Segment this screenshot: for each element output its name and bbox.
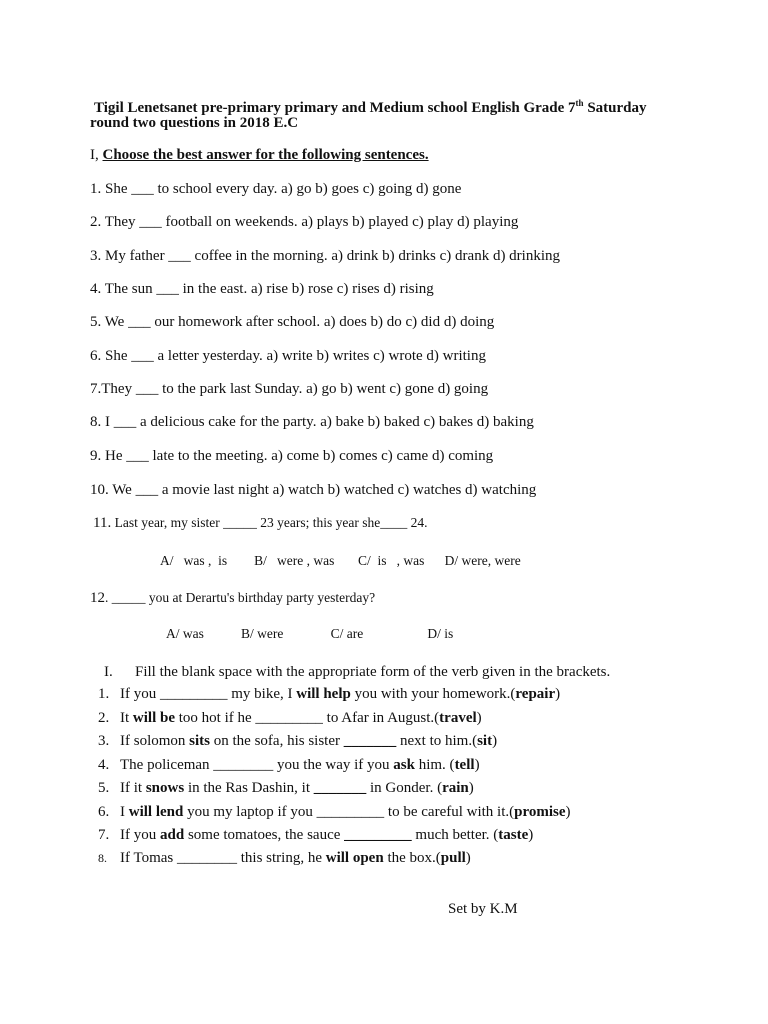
fill-item-number: 2.: [98, 710, 110, 726]
fill-item-text: ): [528, 827, 534, 843]
fill-item-text: If you _________ my bike, I: [120, 686, 297, 702]
question-12-text: . _____ you at Derartu's birthday party yesterday?: [105, 590, 376, 605]
fill-item-text: on the sofa, his sister: [210, 733, 344, 749]
fill-item-bold-text: snows: [145, 780, 185, 796]
fill-item-text: some tomatoes, the sauce: [184, 827, 345, 843]
fill-item-2: [98, 710, 482, 727]
fill-item-6: [98, 804, 571, 821]
fill-item-number: 4.: [98, 757, 110, 773]
question-11-number: 11.: [93, 515, 112, 531]
fill-item-bold-text: will help: [296, 686, 351, 702]
fill-item-bold-text: will open: [325, 850, 384, 866]
question-7: 7.They ___ to the park last Sunday. a) go b) went c) gone d) going: [90, 381, 489, 397]
question-12-options: A/ was B/ were C/ are D/ is: [166, 626, 454, 641]
fill-item-bold-text: _______: [313, 780, 367, 796]
fill-item-number: 6.: [98, 804, 110, 820]
question-12-number: 12: [90, 590, 105, 606]
fill-item-text: too hot if he _________ to Afar in August.(: [175, 710, 440, 726]
question-11-options: A/ was , is B/ were , was C/ is , was D/ were, were: [160, 553, 521, 568]
fill-item-text: If it: [120, 780, 146, 796]
fill-item-text: in Gonder. (: [366, 780, 443, 796]
fill-item-number: 5.: [98, 780, 110, 796]
question-11-text: Last year, my sister _____ 23 years; this year she____ 24.: [111, 515, 428, 530]
author-credit: Set by K.M: [448, 901, 518, 917]
fill-item-4: [98, 757, 480, 774]
question-5: 5. We ___ our homework after school. a) does b) do c) did d) doing: [90, 314, 495, 330]
section-1-instruction: Choose the best answer for the following sentences.: [102, 147, 429, 163]
fill-item-bold-text: travel: [439, 710, 477, 726]
question-9: 9. He ___ late to the meeting. a) come b) comes c) came d) coming: [90, 448, 494, 464]
fill-item-bold-text: promise: [514, 804, 566, 820]
question-4: 4. The sun ___ in the east. a) rise b) rose c) rises d) rising: [90, 281, 434, 297]
fill-item-text: ): [476, 710, 482, 726]
fill-item-text: you with your homework.(: [350, 686, 516, 702]
question-2: 2. They ___ football on weekends. a) plays b) played c) play d) playing: [90, 214, 519, 230]
fill-item-number: 7.: [98, 827, 110, 843]
fill-item-text: ): [465, 850, 471, 866]
fill-item-bold-text: _________: [344, 827, 412, 843]
question-10: 10. We ___ a movie last night a) watch b) watched c) watches d) watching: [90, 482, 537, 498]
fill-item-1: [98, 686, 560, 703]
fill-item-text: next to him.(: [396, 733, 478, 749]
question-6: 6. She ___ a letter yesterday. a) write b) writes c) wrote d) writing: [90, 348, 486, 364]
fill-item-text: ): [492, 733, 498, 749]
fill-item-text: It: [120, 710, 133, 726]
fill-item-bold-text: _______: [343, 733, 397, 749]
fill-item-7: [98, 827, 533, 844]
question-12: [90, 590, 375, 607]
fill-item-8: [98, 850, 471, 867]
section-2-heading: [104, 664, 610, 681]
fill-item-text: The policeman ________ you the way if you: [120, 757, 394, 773]
fill-item-bold-text: sit: [477, 733, 493, 749]
section-1-heading: [90, 147, 429, 164]
fill-item-text: I: [120, 804, 129, 820]
fill-item-bold-text: rain: [442, 780, 469, 796]
fill-item-number: 3.: [98, 733, 110, 749]
title-text: Tigil Lenetsanet pre-primary primary and Medium school English Grade 7: [94, 100, 576, 116]
question-11: [93, 515, 427, 532]
fill-item-bold-text: taste: [498, 827, 529, 843]
fill-item-text: you my laptop if you _________ to be careful with it.(: [183, 804, 515, 820]
fill-item-text: ): [555, 686, 561, 702]
fill-item-text: the box.(: [383, 850, 441, 866]
title-superscript: th: [575, 98, 584, 108]
fill-item-bold-text: will lend: [128, 804, 184, 820]
fill-item-5: [98, 780, 474, 797]
fill-item-number: 1.: [98, 686, 110, 702]
fill-item-text: ): [468, 780, 474, 796]
question-8: 8. I ___ a delicious cake for the party. a) bake b) baked c) bakes d) baking: [90, 414, 534, 430]
section-2-roman: I.: [104, 664, 113, 680]
fill-item-text: much better. (: [411, 827, 499, 843]
fill-item-3: [98, 733, 497, 750]
fill-item-text: ): [565, 804, 571, 820]
fill-item-bold-text: will be: [132, 710, 176, 726]
fill-item-bold-text: repair: [515, 686, 556, 702]
title-text-end: Saturday: [583, 100, 647, 116]
fill-item-bold-text: sits: [189, 733, 211, 749]
fill-item-text: If Tomas ________ this string, he: [120, 850, 326, 866]
section-1-roman: I,: [90, 147, 103, 163]
fill-item-bold-text: add: [160, 827, 185, 843]
question-1: 1. She ___ to school every day. a) go b) goes c) going d) gone: [90, 181, 462, 197]
fill-item-bold-text: ask: [393, 757, 415, 773]
fill-item-text: If you: [120, 827, 160, 843]
fill-item-bold-text: pull: [440, 850, 466, 866]
fill-item-text: in the Ras Dashin, it: [184, 780, 314, 796]
document-title-line2: round two questions in 2018 E.C: [90, 115, 299, 131]
fill-item-text: ): [474, 757, 480, 773]
fill-item-text: him. (: [414, 757, 455, 773]
fill-item-number: 8.: [98, 851, 107, 865]
section-2-instruction: Fill the blank space with the appropriate form of the verb given in the brackets.: [135, 664, 611, 680]
fill-item-text: If solomon: [120, 733, 190, 749]
fill-item-bold-text: tell: [454, 757, 475, 773]
question-3: 3. My father ___ coffee in the morning. a) drink b) drinks c) drank d) drinking: [90, 248, 561, 264]
